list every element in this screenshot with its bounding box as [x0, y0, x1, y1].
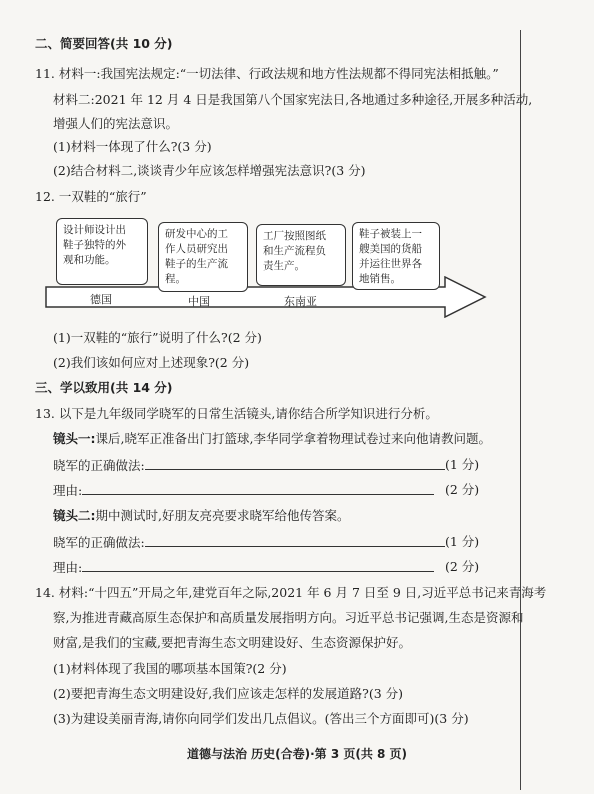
q12-sub2: (2)我们该如何应对上述现象?(2 分)	[53, 355, 250, 370]
q13-scene2	[53, 508, 349, 524]
q13-reason2-row	[53, 559, 434, 576]
step-box-research: 研发中心的工 作人员研究出 鞋子的生产流 程。	[158, 222, 248, 292]
section2-heading: 二、简要回答(共 10 分)	[35, 36, 173, 51]
q11-line1: 11. 材料一:我国宪法规定:“一切法律、行政法规和地方性法规都不得同宪法相抵触。”	[35, 66, 499, 81]
q12-title: 12. 一双鞋的“旅行”	[35, 189, 147, 204]
q11-sub2: (2)结合材料二,谈谈青少年应该怎样增强宪法意识?(3 分)	[53, 163, 366, 178]
scene2-text: 期中测试时,好朋友亮亮要求晓军给他传答案。	[95, 508, 350, 523]
scene1-text: 课后,晓军正准备出门打篮球,李华同学拿着物理试卷过来向他请教问题。	[95, 431, 491, 446]
step-box-shipping: 鞋子被装上一 艘美国的货船 并运往世界各 地销售。	[352, 222, 440, 290]
practice1-points: (1 分)	[445, 457, 480, 472]
q14-sub1: (1)材料体现了我国的哪项基本国策?(2 分)	[53, 661, 287, 676]
q13-reason1-row	[53, 482, 434, 499]
q14-line2: 察,为推进青藏高原生态保护和高质量发展指明方向。习近平总书记强调,生态是资源和	[53, 610, 524, 625]
reason2-label: 理由:	[53, 560, 83, 575]
q11-line3: 增强人们的宪法意识。	[53, 116, 179, 131]
reason1-answer-line[interactable]	[82, 482, 434, 495]
q14-sub3: (3)为建设美丽青海,请你向同学们发出几点倡议。(答出三个方面即可)(3 分)	[53, 711, 469, 726]
practice2-answer-line[interactable]	[145, 534, 445, 547]
scene1-label: 镜头一:	[53, 431, 96, 446]
step-box-design: 设计师设计出 鞋子独特的外 观和功能。	[56, 218, 148, 285]
q13-scene1	[53, 431, 491, 447]
place-label-china: 中国	[188, 295, 210, 308]
q14-line1: 14. 材料:“十四五”开局之年,建党百年之际,2021 年 6 月 7 日至 9 日,习近平总书记来青海考	[35, 585, 547, 600]
q11-line2: 材料二:2021 年 12 月 4 日是我国第八个国家宪法日,各地通过多种途径,开展多种活动,	[53, 92, 533, 107]
margin-rule	[520, 30, 521, 790]
reason1-label: 理由:	[53, 483, 83, 498]
practice1-label: 晓军的正确做法:	[53, 458, 145, 473]
q11-sub1: (1)材料一体现了什么?(3 分)	[53, 139, 212, 154]
q14-sub2: (2)要把青海生态文明建设好,我们应该走怎样的发展道路?(3 分)	[53, 686, 404, 701]
q13-intro: 13. 以下是九年级同学晓军的日常生活镜头,请你结合所学知识进行分析。	[35, 406, 438, 421]
reason2-answer-line[interactable]	[82, 559, 434, 572]
step-box-factory: 工厂按照图纸 和生产流程负 责生产。	[256, 224, 346, 286]
reason1-points: (2 分)	[445, 482, 480, 497]
practice2-points: (1 分)	[445, 534, 480, 549]
place-label-germany: 德国	[90, 293, 112, 306]
page-footer: 道德与法治 历史(合卷)·第 3 页(共 8 页)	[186, 747, 408, 761]
q12-sub1: (1)一双鞋的“旅行”说明了什么?(2 分)	[53, 330, 262, 345]
q13-practice1-row	[53, 457, 445, 474]
q14-line3: 财富,是我们的宝藏,要把青海生态文明建设好、生态资源保护好。	[53, 635, 411, 650]
practice1-answer-line[interactable]	[145, 457, 445, 470]
place-label-southeast-asia: 东南亚	[284, 295, 317, 308]
section3-heading: 三、学以致用(共 14 分)	[35, 380, 173, 395]
reason2-points: (2 分)	[445, 559, 480, 574]
q13-practice2-row	[53, 534, 445, 551]
scene2-label: 镜头二:	[53, 508, 96, 523]
practice2-label: 晓军的正确做法:	[53, 535, 145, 550]
